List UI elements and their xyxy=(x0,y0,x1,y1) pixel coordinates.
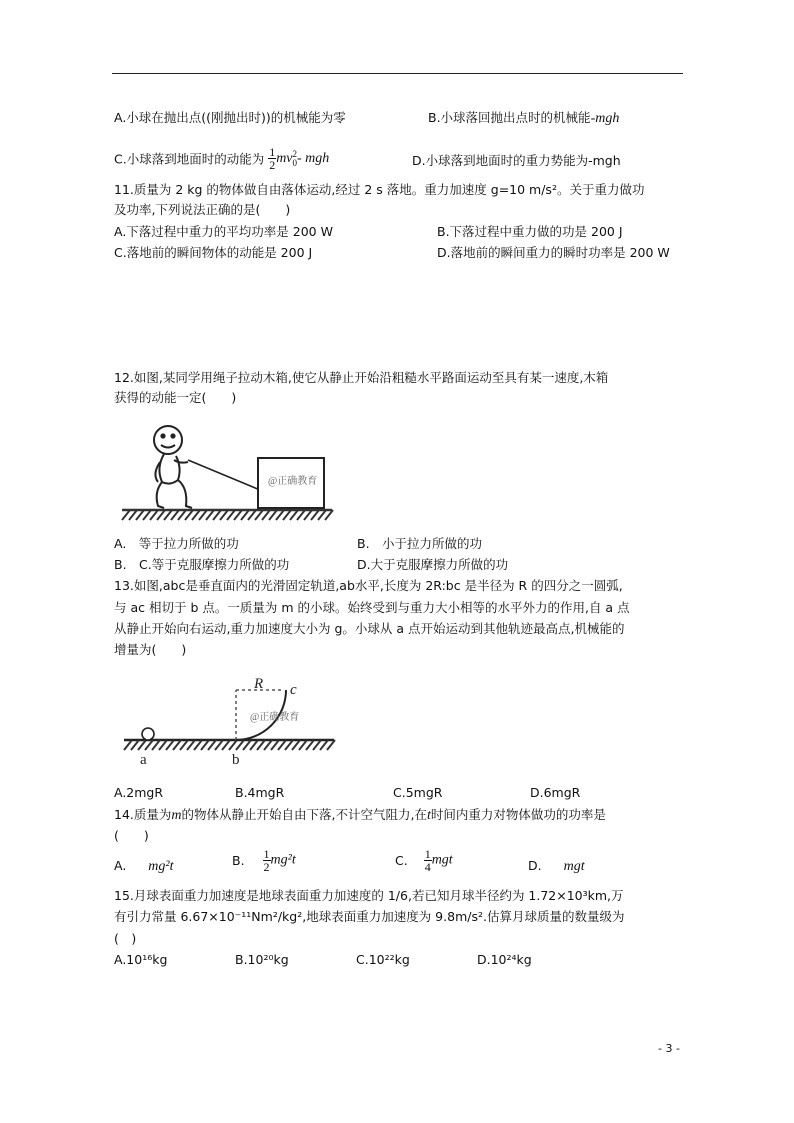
hatch-stroke xyxy=(222,740,230,750)
q12-option-d: D.大于克服摩擦力所做的功 xyxy=(357,557,509,572)
fraction-denominator: 2 xyxy=(269,158,276,172)
rope xyxy=(188,460,260,490)
hatch-stroke xyxy=(159,740,167,750)
fraction-numerator: 1 xyxy=(263,847,270,861)
fraction-numerator: 1 xyxy=(269,145,276,159)
math-mgh: - mgh xyxy=(297,150,330,166)
q12-option-a: A. 等于拉力所做的功 xyxy=(114,536,239,551)
hatch-stroke xyxy=(227,510,235,520)
hatch-stroke xyxy=(185,510,193,520)
hatch-stroke xyxy=(206,510,214,520)
q14-option-b-fraction xyxy=(263,848,271,873)
hatch-stroke xyxy=(136,510,144,520)
q15-option-d: D.10²⁴kg xyxy=(477,952,532,967)
hatch-stroke xyxy=(150,510,158,520)
q14-option-b-math: mg²t xyxy=(270,852,296,868)
hatch-stroke xyxy=(304,510,312,520)
q11-option-d: D.落地前的瞬间重力的瞬时功率是 200 W xyxy=(437,245,670,260)
q14-option-c-label: C. xyxy=(395,853,408,868)
q14-option-d-math: mgt xyxy=(563,859,585,874)
hatch-stroke xyxy=(262,510,270,520)
q14-option-b-label: B. xyxy=(232,853,245,868)
q14-option-c xyxy=(395,848,453,873)
header-rule xyxy=(112,73,683,74)
q14-option-d xyxy=(528,858,585,875)
hatch-stroke xyxy=(241,510,249,520)
q12-watermark: @正确教育 xyxy=(268,476,318,487)
hatch-stroke xyxy=(215,740,223,750)
hatch-stroke xyxy=(250,740,258,750)
hatch-stroke xyxy=(234,510,242,520)
fraction-denominator: 2 xyxy=(263,860,270,874)
hatch-stroke xyxy=(318,510,326,520)
q12-stem-line2: 获得的动能一定( ) xyxy=(114,390,237,405)
hatch-stroke xyxy=(194,740,202,750)
hatch-stroke xyxy=(243,740,251,750)
q13-stem-line3: 从静止开始向右运动,重力加速度大小为 g。小球从 a 点开始运动到其他轨迹最高点,机械能的 xyxy=(114,621,625,636)
hatch-stroke xyxy=(299,740,307,750)
q13-option-b: B.4mgR xyxy=(235,785,285,800)
hatch-stroke xyxy=(199,510,207,520)
fraction-denominator: 4 xyxy=(424,860,431,874)
hatch-stroke xyxy=(145,740,153,750)
hatch-stroke xyxy=(313,740,321,750)
q10-option-d: D.小球落到地面时的重力势能为-mgh xyxy=(412,153,621,168)
label-c: c xyxy=(290,682,297,698)
hatch-stroke xyxy=(283,510,291,520)
q10-option-c-fraction xyxy=(268,146,276,171)
q14-option-c-math: mgt xyxy=(431,852,453,868)
hatch-stroke xyxy=(157,510,165,520)
q12-option-b: B. 小于拉力所做的功 xyxy=(357,536,483,551)
hatch-stroke xyxy=(306,740,314,750)
q15-stem-line3: ( ) xyxy=(114,931,137,946)
q14-option-a xyxy=(114,858,174,875)
ball xyxy=(142,728,154,740)
hatch-stroke xyxy=(152,740,160,750)
hatch-stroke xyxy=(122,510,130,520)
hatch-stroke xyxy=(213,510,221,520)
q13-stem-line4: 增量为( ) xyxy=(114,642,187,657)
q15-stem-line2: 有引力常量 6.67×10⁻¹¹Nm²/kg²,地球表面重力加速度为 9.8m/s².估算月球质量的数量级为 xyxy=(114,909,625,924)
hatch-stroke xyxy=(131,740,139,750)
q15-option-a: A.10¹⁶kg xyxy=(114,952,168,967)
page-number: - 3 - xyxy=(658,1042,680,1055)
label-a: a xyxy=(140,752,147,768)
q14-stem-post: 时间内重力对物体做功的功率是 xyxy=(430,807,606,822)
hatch-stroke xyxy=(276,510,284,520)
hatch-stroke xyxy=(269,510,277,520)
hatch-stroke xyxy=(229,740,237,750)
hatch-stroke xyxy=(164,510,172,520)
label-R: R xyxy=(254,676,264,692)
q14-var-t: t xyxy=(426,808,431,823)
hatch-stroke xyxy=(325,510,333,520)
q13-stem-line1: 13.如图,abc是垂直面内的光滑固定轨道,ab水平,长度为 2R:bc 是半径为 R 的四分之一圆弧, xyxy=(114,578,623,593)
q10-option-b-text: B.小球落回抛出点时的机械能 xyxy=(428,110,591,125)
q12-figure xyxy=(118,418,336,522)
q14-option-c-fraction xyxy=(424,848,432,873)
hatch-stroke xyxy=(143,510,151,520)
hatch-stroke xyxy=(278,740,286,750)
hatch-stroke xyxy=(290,510,298,520)
q13-option-a: A.2mgR xyxy=(114,785,164,800)
q14-stem-pre: 14.质量为 xyxy=(114,807,172,822)
hatch-stroke xyxy=(271,740,279,750)
hatch-stroke xyxy=(255,510,263,520)
hatch-stroke xyxy=(208,740,216,750)
q14-stem-line1 xyxy=(114,805,606,826)
q11-option-a: A.下落过程中重力的平均功率是 200 W xyxy=(114,224,333,239)
hatch-stroke xyxy=(201,740,209,750)
q12-option-c: B. C.等于克服摩擦力所做的功 xyxy=(114,557,290,572)
q15-option-c: C.10²²kg xyxy=(356,952,410,967)
hatch-stroke xyxy=(264,740,272,750)
superscript: 2 xyxy=(292,148,298,159)
q11-stem-line1: 11.质量为 2 kg 的物体做自由落体运动,经过 2 s 落地。重力加速度 g=10 m/s²。关于重力做功 xyxy=(114,182,645,197)
ground-hatching xyxy=(122,510,333,520)
label-b: b xyxy=(232,752,240,768)
ground-hatching xyxy=(124,740,335,750)
q10-option-c xyxy=(114,146,329,171)
q15-option-b: B.10²⁰kg xyxy=(235,952,289,967)
q10-option-b-math: -mgh xyxy=(590,111,620,126)
q13-option-c: C.5mgR xyxy=(393,785,443,800)
hatch-stroke xyxy=(320,740,328,750)
q10-option-a: A.小球在抛出点((刚抛出时))的机械能为零 xyxy=(114,110,346,125)
q15-stem-line1: 15.月球表面重力加速度是地球表面重力加速度的 1/6,若已知月球半径约为 1.72×10³km,万 xyxy=(114,888,624,903)
q13-option-d: D.6mgR xyxy=(530,785,581,800)
q14-option-d-label: D. xyxy=(528,858,542,873)
q11-option-c: C.落地前的瞬间物体的动能是 200 J xyxy=(114,245,313,260)
hatch-stroke xyxy=(285,740,293,750)
hatch-stroke xyxy=(311,510,319,520)
hatch-stroke xyxy=(297,510,305,520)
fraction-numerator: 1 xyxy=(424,847,431,861)
hatch-stroke xyxy=(220,510,228,520)
q14-option-a-math: mg²t xyxy=(148,859,174,874)
hatch-stroke xyxy=(192,510,200,520)
hatch-stroke xyxy=(257,740,265,750)
q12-stem-line1: 12.如图,某同学用绳子拉动木箱,使它从静止开始沿粗糙水平路面运动至具有某一速度,木箱 xyxy=(114,370,609,385)
hatch-stroke xyxy=(171,510,179,520)
hatch-stroke xyxy=(180,740,188,750)
q13-stem-line2: 与 ac 相切于 b 点。一质量为 m 的小球。始终受到与重力大小相等的水平外力的作用,自 a 点 xyxy=(114,600,630,615)
subscript: 0 xyxy=(292,157,298,168)
q14-option-a-label: A. xyxy=(114,858,127,873)
q14-stem-mid: 的物体从静止开始自由下落,不计空气阻力,在 xyxy=(181,807,427,822)
hatch-stroke xyxy=(173,740,181,750)
hatch-stroke xyxy=(248,510,256,520)
q14-option-b xyxy=(232,848,296,873)
hatch-stroke xyxy=(187,740,195,750)
hatch-stroke xyxy=(129,510,137,520)
q11-stem-line2: 及功率,下列说法正确的是( ) xyxy=(114,202,291,217)
q10-option-b xyxy=(428,108,619,127)
hatch-stroke xyxy=(124,740,132,750)
q10-option-c-text: C.小球落到地面时的动能为 xyxy=(114,151,265,167)
q14-var-m: m xyxy=(171,808,182,823)
q14-stem-line2: ( ) xyxy=(114,828,149,843)
q10-option-c-math xyxy=(276,148,330,168)
hatch-stroke xyxy=(166,740,174,750)
hatch-stroke xyxy=(327,740,335,750)
hatch-stroke xyxy=(292,740,300,750)
q13-figure xyxy=(118,668,338,772)
math-mv: mv xyxy=(276,150,293,166)
hatch-stroke xyxy=(178,510,186,520)
q11-option-b: B.下落过程中重力做的功是 200 J xyxy=(437,224,623,239)
person-figure xyxy=(154,426,192,508)
hatch-stroke xyxy=(236,740,244,750)
hatch-stroke xyxy=(138,740,146,750)
q13-watermark: @正确教育 xyxy=(250,712,300,723)
